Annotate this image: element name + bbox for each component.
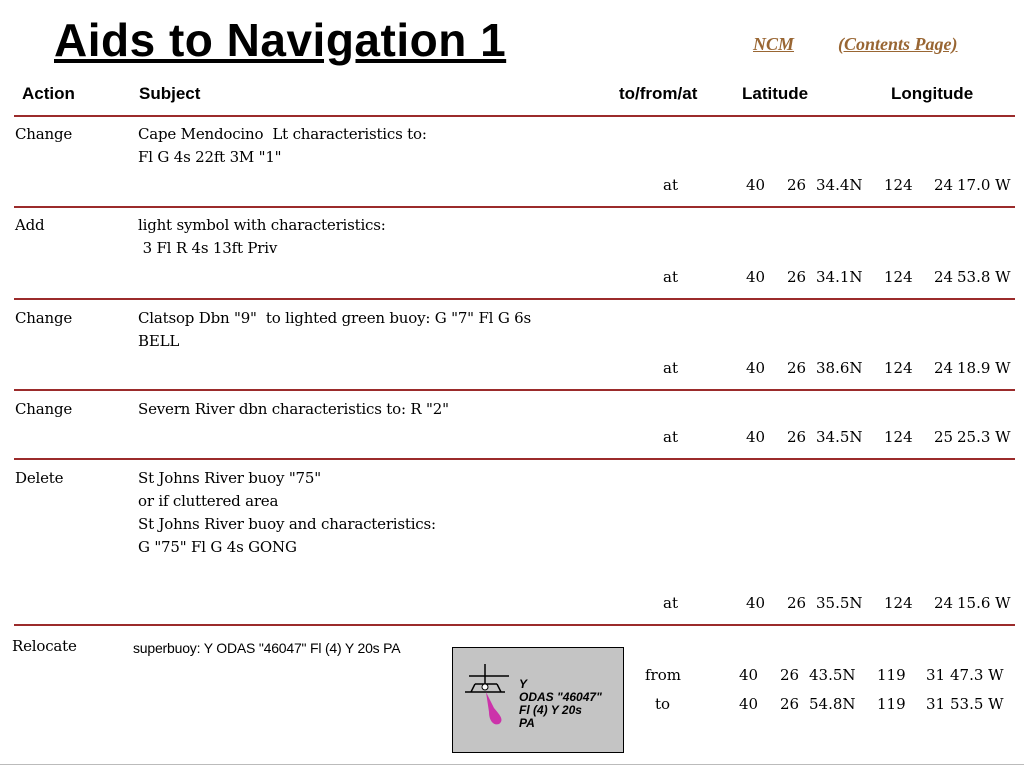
row-subject-line: or if cluttered area — [138, 492, 279, 510]
lon-degrees: 124 — [884, 428, 913, 446]
lon-seconds: 53.8 W — [957, 268, 1011, 286]
chart-symbol-label: Y ODAS "46047" Fl (4) Y 20s PA — [519, 677, 602, 730]
lat-degrees: 40 — [746, 359, 766, 377]
lon-minutes: 24 — [934, 359, 954, 377]
lon-minutes: 31 — [926, 666, 946, 684]
row-separator — [14, 298, 1015, 300]
lon-minutes: 24 — [934, 176, 954, 194]
row-action: Delete — [15, 469, 64, 487]
lon-minutes: 24 — [934, 594, 954, 612]
contents-page-link[interactable]: (Contents Page) — [838, 34, 958, 54]
lon-degrees: 119 — [877, 666, 906, 684]
header-longitude: Longitude — [891, 84, 974, 103]
row-subject-line: Severn River dbn characteristics to: R "2" — [138, 400, 449, 418]
row-action: Relocate — [12, 637, 77, 655]
row-subject-line: BELL — [138, 332, 180, 350]
lat-seconds: 54.8N — [809, 695, 856, 713]
position-relation: at — [663, 359, 678, 377]
row-subject-line: G "75" Fl G 4s GONG — [138, 538, 297, 556]
lat-minutes: 26 — [787, 176, 807, 194]
row-action: Add — [15, 216, 45, 234]
lat-degrees: 40 — [739, 695, 759, 713]
lat-minutes: 26 — [780, 695, 800, 713]
lon-degrees: 119 — [877, 695, 906, 713]
lat-seconds: 34.4N — [816, 176, 863, 194]
lat-degrees: 40 — [739, 666, 759, 684]
position-relation: at — [663, 594, 678, 612]
row-separator — [14, 458, 1015, 460]
header-subject: Subject — [139, 84, 201, 103]
lon-seconds: 17.0 W — [957, 176, 1011, 194]
position-relation: at — [663, 268, 678, 286]
lon-seconds: 53.5 W — [950, 695, 1004, 713]
lat-seconds: 34.1N — [816, 268, 863, 286]
lat-seconds: 38.6N — [816, 359, 863, 377]
row-separator — [14, 624, 1015, 626]
row-subject-line: Clatsop Dbn "9" to lighted green buoy: G "7" Fl G 6s — [138, 309, 532, 327]
lon-seconds: 15.6 W — [957, 594, 1011, 612]
lat-minutes: 26 — [787, 268, 807, 286]
lon-minutes: 24 — [934, 268, 954, 286]
header-tofromat: to/from/at — [619, 84, 698, 103]
page-title: Aids to Navigation 1 — [54, 14, 507, 66]
row-subject-line: St Johns River buoy "75" — [138, 469, 321, 487]
lat-minutes: 26 — [787, 428, 807, 446]
header-action: Action — [22, 84, 75, 103]
lon-degrees: 124 — [884, 359, 913, 377]
lat-degrees: 40 — [746, 176, 766, 194]
row-separator — [14, 115, 1015, 117]
lon-minutes: 25 — [934, 428, 954, 446]
lon-seconds: 25.3 W — [957, 428, 1011, 446]
lat-minutes: 26 — [780, 666, 800, 684]
header-latitude: Latitude — [742, 84, 809, 103]
lat-seconds: 35.5N — [816, 594, 863, 612]
lat-degrees: 40 — [746, 268, 766, 286]
row-action: Change — [15, 309, 73, 327]
row-action: Change — [15, 400, 73, 418]
lat-minutes: 26 — [787, 594, 807, 612]
row-subject-line: 3 Fl R 4s 13ft Priv — [138, 239, 278, 257]
position-relation: at — [663, 428, 678, 446]
row-subject-line: light symbol with characteristics: — [138, 216, 386, 234]
row-subject-line: superbuoy: Y ODAS "46047" Fl (4) Y 20s PA — [133, 640, 401, 656]
row-action: Change — [15, 125, 73, 143]
lon-seconds: 47.3 W — [950, 666, 1004, 684]
lat-degrees: 40 — [746, 428, 766, 446]
row-separator — [14, 389, 1015, 391]
chart-symbol-box — [452, 647, 624, 753]
bottom-divider — [0, 764, 1024, 765]
lat-seconds: 43.5N — [809, 666, 856, 684]
lat-minutes: 26 — [787, 359, 807, 377]
row-subject-line: St Johns River buoy and characteristics: — [138, 515, 436, 533]
position-relation: at — [663, 176, 678, 194]
lon-degrees: 124 — [884, 594, 913, 612]
superbuoy-symbol-icon — [461, 662, 521, 742]
row-subject-line: Fl G 4s 22ft 3M "1" — [138, 148, 282, 166]
lat-seconds: 34.5N — [816, 428, 863, 446]
lon-degrees: 124 — [884, 176, 913, 194]
row-separator — [14, 206, 1015, 208]
lon-minutes: 31 — [926, 695, 946, 713]
position-relation: to — [655, 695, 671, 713]
lat-degrees: 40 — [746, 594, 766, 612]
lon-seconds: 18.9 W — [957, 359, 1011, 377]
row-subject-line: Cape Mendocino Lt characteristics to: — [138, 125, 427, 143]
position-relation: from — [645, 666, 681, 684]
lon-degrees: 124 — [884, 268, 913, 286]
ncm-link[interactable]: NCM — [753, 34, 795, 54]
